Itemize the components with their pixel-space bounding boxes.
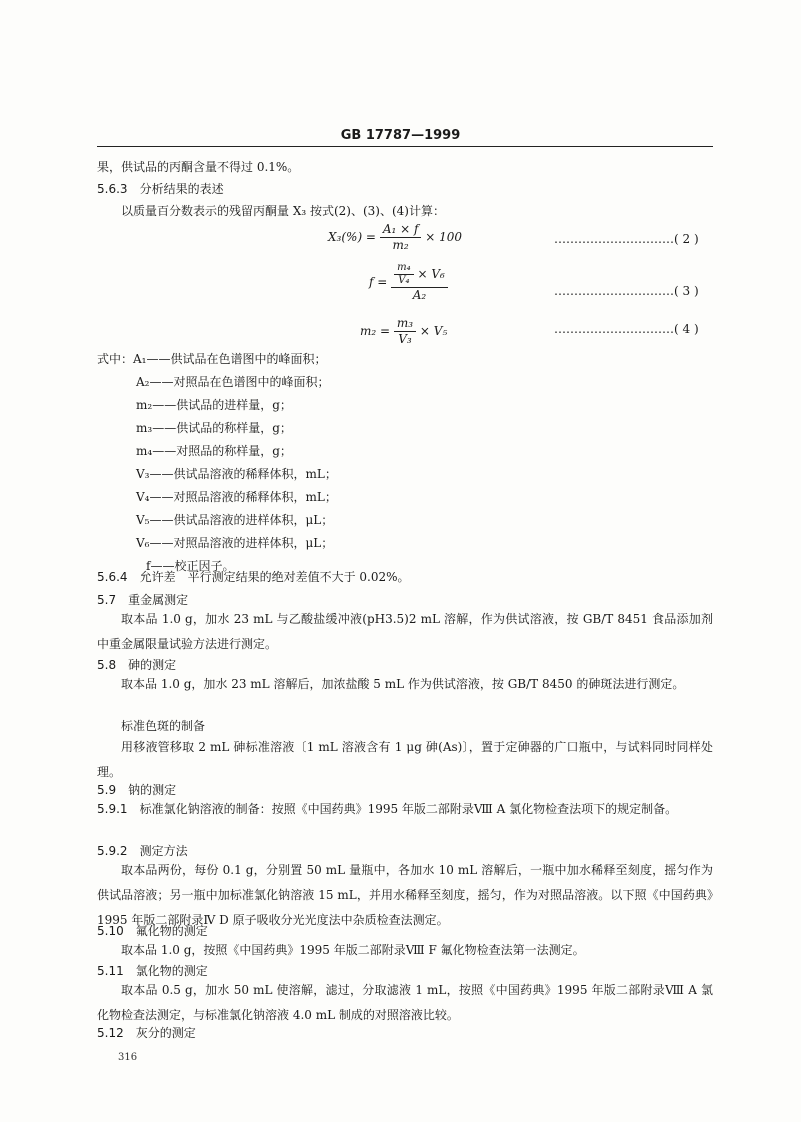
section-number: 5.9.2 — [97, 844, 128, 858]
formula-3-number: …………………………( 3 ) — [554, 284, 699, 298]
section-number: 5.8 — [97, 658, 117, 672]
legend-item — [136, 511, 333, 529]
formula-2 — [328, 222, 462, 253]
legend-item — [136, 465, 337, 483]
document-header: GB 17787—1999 — [340, 128, 461, 143]
legend-symbol: V₆—— — [136, 536, 174, 550]
legend-item — [136, 534, 333, 552]
section-5-9-1 — [97, 797, 713, 822]
legend-symbol: m₄—— — [136, 444, 177, 458]
formula-3-denominator: A₂ — [412, 288, 427, 302]
header-rule — [97, 146, 713, 147]
section-title: 氯化物的测定 — [135, 964, 208, 978]
formula-2-denominator: m₂ — [392, 238, 409, 252]
legend-symbol: m₂—— — [136, 398, 177, 412]
formula-3 — [369, 262, 448, 303]
legend-symbol: m₃—— — [136, 421, 177, 435]
section-number: 5.10 — [97, 924, 124, 938]
legend-text: 对照品溶液的稀释体积，mL； — [173, 490, 337, 504]
legend-symbol: A₂—— — [136, 375, 174, 389]
legend-symbol: V₅—— — [136, 513, 174, 527]
legend-symbol: V₄—— — [136, 490, 174, 504]
formula-2-fraction — [380, 222, 422, 253]
legend-text: 校正因子。 — [174, 559, 235, 573]
legend-symbol: f—— — [146, 559, 175, 573]
section-number: 5.6.3 — [97, 182, 128, 196]
section-title: 氟化物的测定 — [135, 924, 208, 938]
formula-4-denominator: V₃ — [398, 332, 412, 346]
formula-2-tail: × 100 — [425, 230, 463, 244]
section-title: 测定方法 — [139, 844, 188, 858]
section-number: 5.9.1 — [97, 802, 128, 816]
formula-3-numerator — [391, 262, 448, 288]
section-5-6-4 — [97, 568, 410, 586]
page-number: 316 — [118, 1052, 138, 1063]
formula-3-inner-tail: × V₆ — [417, 267, 445, 281]
section-5-9-2-body: 取本品两份，每份 0.1 g，分别置 50 mL 量瓶中，各加水 10 mL 溶解后，一瓶中加水稀释至刻度，摇匀作为供试品溶液；另一瓶中加标准氯化钠溶液 15 mL，并用水稀释至刻度，摇匀，作为对照品溶液。以下照《中国药典》1995 年版二部附录Ⅳ D 原子吸收分光光度法中杂质检查法测定。 — [97, 863, 713, 927]
formula-4-numerator: m₃ — [394, 316, 416, 332]
legend-text: 供试品溶液的进样体积，μL； — [173, 513, 334, 527]
section-number: 5.7 — [97, 593, 117, 607]
legend-text: 供试品的进样量，g； — [176, 398, 292, 412]
section-5-8-sub-body: 用移液管移取 2 mL 砷标准溶液〔1 mL 溶液含有 1 μg 砷(As)〕，置于定砷器的广口瓶中，与试料同时同样处理。 — [97, 740, 713, 779]
legend-item — [136, 419, 292, 437]
section-text: 标准氯化钠溶液的制备：按照《中国药典》1995 年版二部附录Ⅷ A 氯化物检查法项下的规定制备。 — [139, 802, 678, 816]
legend-symbol: V₃—— — [136, 467, 174, 481]
legend-text: 供试品溶液的稀释体积，mL； — [173, 467, 337, 481]
legend-text: 对照品在色谱图中的峰面积； — [173, 375, 330, 389]
section-5-12-heading — [97, 1024, 196, 1042]
formula-4 — [360, 316, 447, 347]
section-text: 允许差 平行测定结果的绝对差值不大于 0.02%。 — [139, 570, 410, 584]
legend-item — [136, 488, 337, 506]
section-5-6-3-heading — [97, 180, 224, 198]
section-title: 灰分的测定 — [135, 1026, 196, 1040]
legend-text: 对照品溶液的进样体积，μL； — [173, 536, 334, 550]
legend-item — [136, 396, 292, 414]
section-number: 5.9 — [97, 783, 117, 797]
section-5-7-body: 取本品 1.0 g，加水 23 mL 与乙酸盐缓冲液(pH3.5)2 mL 溶解，作为供试溶液，按 GB/T 8451 食品添加剂中重金属限量试验方法进行测定。 — [97, 612, 713, 651]
section-number: 5.11 — [97, 964, 124, 978]
section-number: 5.6.4 — [97, 570, 128, 584]
legend-item — [136, 373, 330, 391]
section-5-10-body: 取本品 1.0 g，按照《中国药典》1995 年版二部附录Ⅷ F 氟化物检查法第一法测定。 — [121, 943, 585, 957]
formula-4-lhs: m₂ = — [360, 324, 391, 338]
formula-3-inner-fraction — [394, 262, 414, 287]
legend-text: 供试品的称样量，g； — [176, 421, 292, 435]
section-title: 重金属测定 — [128, 593, 189, 607]
formula-2-numerator: A₁ × f — [380, 222, 422, 238]
formula-3-inner-numerator: m₄ — [394, 262, 414, 275]
formula-4-number: …………………………( 4 ) — [554, 322, 699, 336]
formula-4-fraction — [394, 316, 416, 347]
formula-3-inner-denominator: V₄ — [398, 275, 410, 286]
legend-text: 对照品的称样量，g； — [176, 444, 292, 458]
formula-2-number: …………………………( 2 ) — [554, 232, 699, 246]
legend-item — [97, 350, 327, 368]
section-title: 砷的测定 — [128, 658, 177, 672]
section-number: 5.12 — [97, 1026, 124, 1040]
continued-line: 果，供试品的丙酮含量不得过 0.1%。 — [97, 160, 300, 174]
section-title: 分析结果的表述 — [139, 182, 224, 196]
formula-3-lhs: f = — [369, 275, 388, 289]
legend-symbol: 式中：A₁—— — [97, 352, 171, 366]
calc-intro: 以质量百分数表示的残留丙酮量 X₃ 按式(2)、(3)、(4)计算： — [121, 204, 445, 218]
legend-item — [136, 442, 292, 460]
section-5-8-subheading: 标准色斑的制备 — [121, 719, 206, 733]
section-5-8-body: 取本品 1.0 g，加水 23 mL 溶解后，加浓盐酸 5 mL 作为供试溶液，按 GB/T 8450 的砷斑法进行测定。 — [121, 677, 685, 691]
section-title: 钠的测定 — [128, 783, 177, 797]
formula-4-tail: × V₅ — [419, 324, 448, 338]
formula-3-fraction — [391, 262, 448, 303]
section-5-11-body: 取本品 0.5 g，加水 50 mL 使溶解，滤过，分取滤液 1 mL，按照《中国药典》1995 年版二部附录Ⅷ A 氯化物检查法测定，与标准氯化钠溶液 4.0 mL 制成的对照溶液比较。 — [97, 983, 713, 1022]
legend-text: 供试品在色谱图中的峰面积； — [170, 352, 327, 366]
formula-2-lhs: X₃(%) = — [328, 230, 376, 244]
